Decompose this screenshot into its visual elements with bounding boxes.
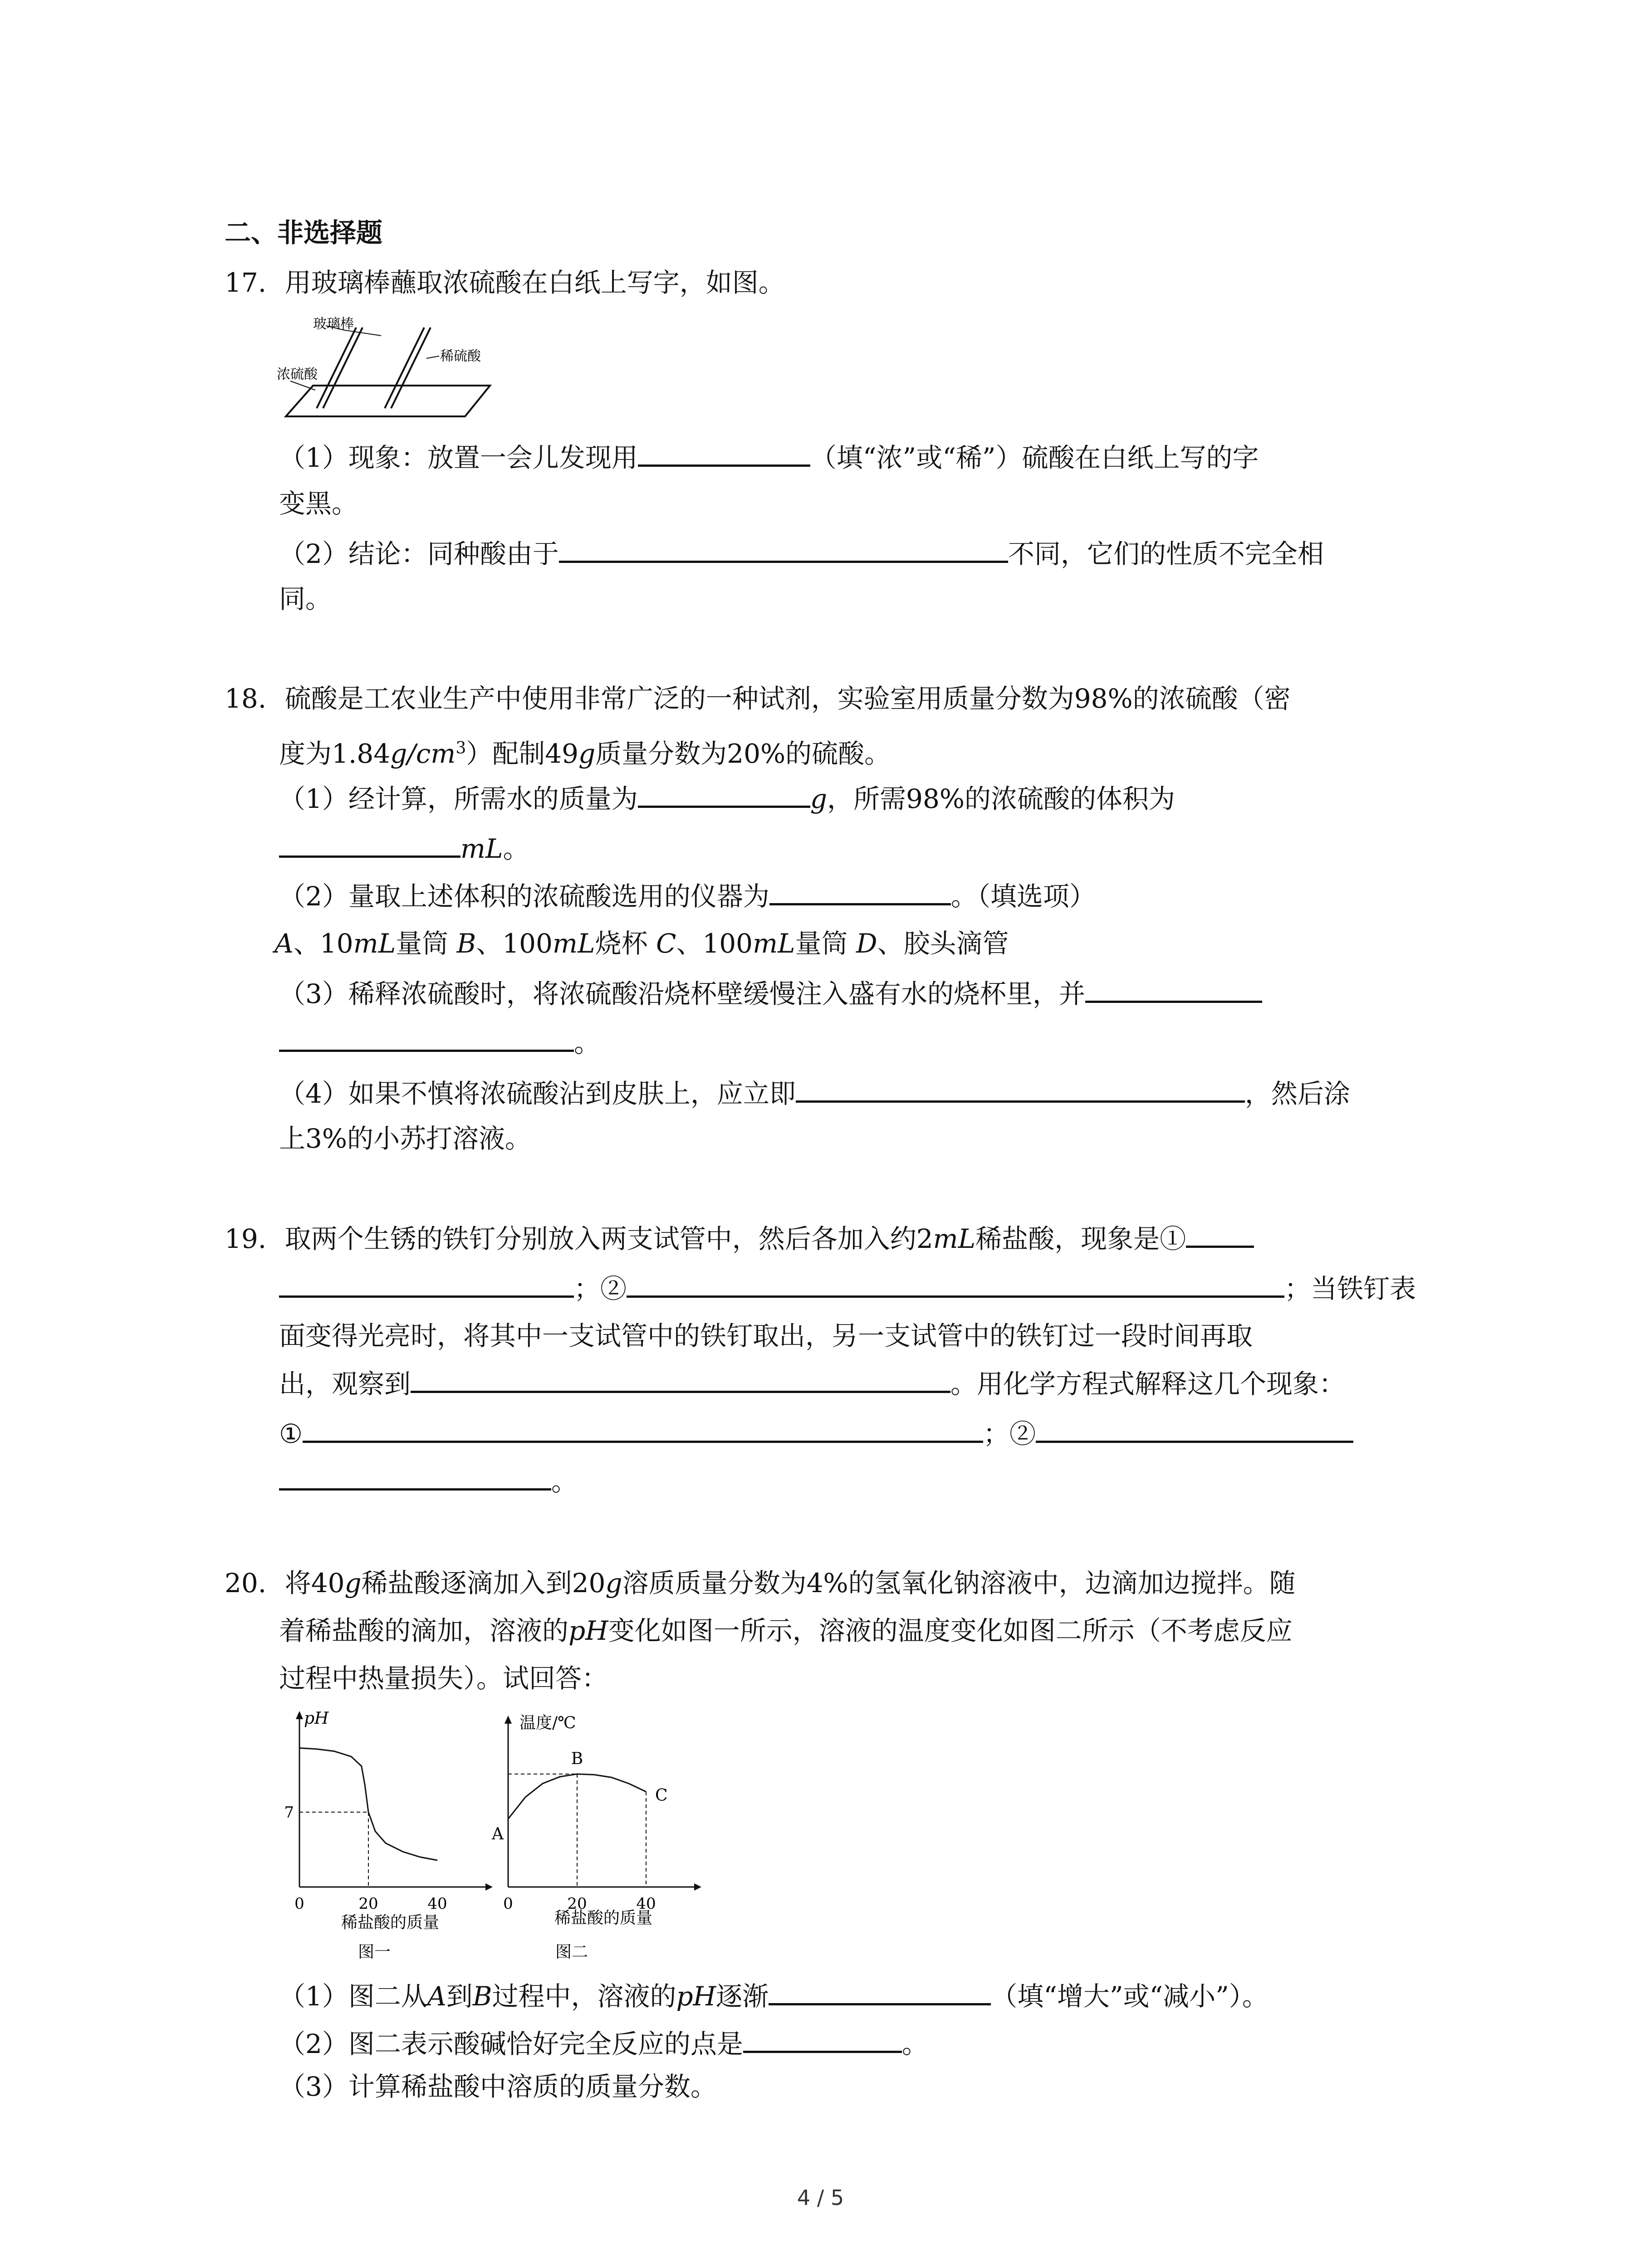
q19-line6: 。 xyxy=(279,1463,578,1500)
answer-blank[interactable] xyxy=(638,439,810,467)
answer-blank[interactable] xyxy=(279,1463,551,1491)
ph-chart-series-line xyxy=(299,1748,437,1861)
q18-part4-cont: 上3%的小苏打溶液。 xyxy=(279,1123,532,1154)
ph-chart-caption: 图一 xyxy=(358,1943,391,1961)
dilute-label-leader xyxy=(426,356,439,358)
answer-blank[interactable] xyxy=(279,830,460,858)
temp-chart-x-tick-40: 40 xyxy=(636,1895,656,1913)
temp-chart-point-b: B xyxy=(571,1750,583,1768)
ph-chart-y-label: pH xyxy=(304,1709,329,1728)
q17-part2-cont: 同。 xyxy=(279,583,332,614)
rod-2-line-b xyxy=(391,327,431,408)
rod-1-line-a xyxy=(317,327,356,408)
q20-stem-line2: 着稀盐酸的滴加，溶液的pH变化如图一所示，溶液的温度变化如图二所示（不考虑反应 xyxy=(279,1615,1293,1646)
conc-label-leader xyxy=(290,381,315,390)
question-number: 19. xyxy=(225,1223,267,1254)
q20-stem-line3: 过程中热量损失）。试回答： xyxy=(279,1663,608,1694)
rod-1-line-b xyxy=(323,327,362,408)
conc-acid-label: 浓硫酸 xyxy=(277,367,318,382)
q20-stem: 20. 将40g稀盐酸逐滴加入到20g溶质质量分数为4%的氢氧化钠溶液中，边滴加边搅拌。随 xyxy=(225,1568,1296,1598)
q18-part1-cont: mL。 xyxy=(279,830,529,867)
answer-blank[interactable] xyxy=(411,1365,950,1393)
q19-line4: 出，观察到 。用化学方程式解释这几个现象： xyxy=(279,1365,1345,1402)
q17-part2: （2）结论：同种酸由于 不同，它们的性质不完全相 xyxy=(279,535,1324,572)
temp-chart-x-tick-0: 0 xyxy=(503,1895,513,1913)
answer-blank[interactable] xyxy=(1036,1415,1353,1443)
q20-part3: （3）计算稀盐酸中溶质的质量分数。 xyxy=(279,2071,717,2102)
temperature-chart xyxy=(481,1706,735,1964)
ph-chart xyxy=(272,1706,508,1964)
temp-chart-x-tick-20: 20 xyxy=(567,1895,587,1913)
q19-line3: 面变得光亮时，将其中一支试管中的铁钉取出，另一支试管中的铁钉过一段时间再取 xyxy=(279,1320,1253,1351)
q18-part4: （4）如果不慎将浓硫酸沾到皮肤上，应立即 ，然后涂 xyxy=(279,1075,1350,1112)
page-number: 4 / 5 xyxy=(797,2185,844,2210)
dilute-acid-label: 稀硫酸 xyxy=(440,348,481,364)
q18-part2: （2）量取上述体积的浓硫酸选用的仪器为 。（填选项） xyxy=(279,878,1096,914)
q18-stem-cont: 度为$1.84g/cm^3$）配制49g质量分数为20%的硫酸。 xyxy=(279,738,891,769)
answer-blank[interactable] xyxy=(769,1978,991,2005)
section-title: 二、非选择题 xyxy=(225,217,383,248)
q18-stem: 18. 硫酸是工农业生产中使用非常广泛的一种试剂，实验室用质量分数为98%的浓硫酸（密 xyxy=(225,683,1291,714)
answer-blank[interactable] xyxy=(743,2025,902,2053)
answer-blank[interactable] xyxy=(796,1075,1245,1103)
temp-chart-x-arrow xyxy=(694,1883,701,1891)
q18-part1: （1）经计算，所需水的质量为 g，所需98%的浓硫酸的体积为 xyxy=(279,780,1175,817)
q19-line2: ；② ；当铁钉表 xyxy=(279,1270,1416,1307)
answer-blank[interactable] xyxy=(279,1024,574,1052)
temp-chart-point-a: A xyxy=(492,1825,504,1843)
question-number: 20. xyxy=(225,1568,267,1598)
q18-part3-cont: 。 xyxy=(279,1024,600,1061)
ph-chart-y-arrow xyxy=(296,1711,303,1719)
answer-blank[interactable] xyxy=(559,535,1008,563)
temp-chart-point-c: C xyxy=(655,1786,668,1805)
q17-part1-cont: 变黑。 xyxy=(279,488,358,519)
q20-part2: （2）图二表示酸碱恰好完全反应的点是 。 xyxy=(279,2025,928,2062)
q20-part1: （1）图二从A到B过程中，溶液的pH逐渐 （填“增大”或“减小”）。 xyxy=(279,1978,1269,2014)
question-number: 17. xyxy=(225,267,267,298)
q17-part1: （1）现象：放置一会儿发现用 （填“浓”或“稀”）硫酸在白纸上写的字 xyxy=(279,439,1259,476)
temp-chart-x-label: 稀盐酸的质量 xyxy=(554,1909,653,1927)
temp-chart-y-label: 温度/℃ xyxy=(519,1714,576,1732)
answer-blank[interactable] xyxy=(1085,975,1262,1003)
ph-chart-x-label: 稀盐酸的质量 xyxy=(341,1913,440,1932)
ph-chart-x-tick-40: 40 xyxy=(427,1895,447,1913)
answer-blank[interactable] xyxy=(1186,1220,1254,1248)
q18-options: A、10mL量筒 B、100mL烧杯 C、100mL量筒 D、胶头滴管 xyxy=(274,928,1009,959)
q17-stem: 17. 用玻璃棒蘸取浓硫酸在白纸上写字，如图。 xyxy=(225,267,785,298)
question-number: 18. xyxy=(225,683,267,714)
temp-chart-caption: 图二 xyxy=(555,1943,588,1961)
rod-label: 玻璃棒 xyxy=(313,316,354,332)
q18-part3: （3）稀释浓硫酸时，将浓硫酸沿烧杯壁缓慢注入盛有水的烧杯里，并 xyxy=(279,975,1262,1012)
rod-2-line-a xyxy=(385,327,424,408)
glass-rod-figure xyxy=(277,313,513,422)
ph-chart-x-tick-20: 20 xyxy=(358,1895,378,1913)
ph-chart-x-tick-0: 0 xyxy=(294,1895,304,1913)
q19-line5: ① ；② xyxy=(279,1415,1353,1452)
q19-stem: 19. 取两个生锈的铁钉分别放入两支试管中，然后各加入约2mL稀盐酸，现象是① xyxy=(225,1220,1254,1257)
answer-blank[interactable] xyxy=(303,1415,983,1443)
ph-chart-y-tick-7: 7 xyxy=(284,1804,294,1822)
answer-blank[interactable] xyxy=(627,1270,1284,1298)
answer-blank[interactable] xyxy=(638,780,810,808)
answer-blank[interactable] xyxy=(769,878,951,905)
answer-blank[interactable] xyxy=(279,1270,574,1298)
temp-chart-y-arrow xyxy=(505,1716,512,1724)
